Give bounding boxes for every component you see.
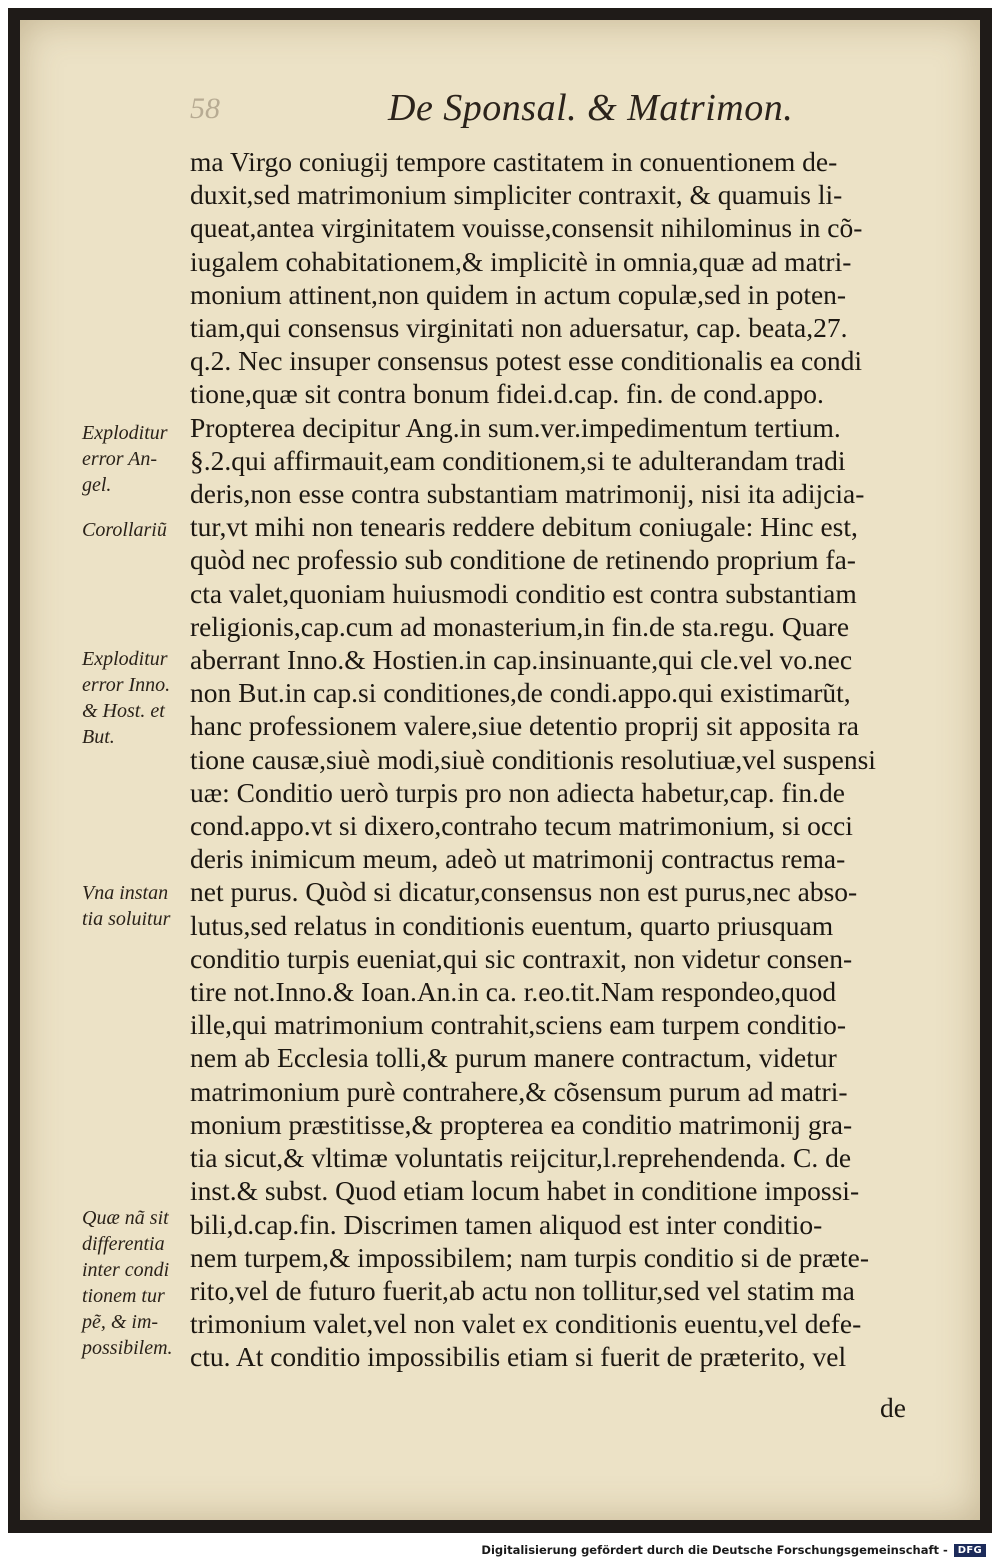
text-line: tia sicut,& vltimæ voluntatis reijcitur,l.reprehendenda. C. de [190,1142,852,1174]
text-line: cond.appo.vt si dixero,contraho tecum matrimonium, si occi [190,810,853,842]
text-line: cta valet,quoniam huiusmodi conditio est contra substantiam [190,577,857,609]
text-line: deris inimicum meum, adeò ut matrimonij contractus rema- [190,843,846,875]
text-line: quòd nec professio sub conditione de retinendo proprium fa- [190,544,856,576]
text-line: hanc professionem valere,siue detentio proprij sit apposita ra [190,710,859,742]
marginal-note-1 [82,420,202,498]
book-page [20,20,980,1520]
text-line: uæ: Conditio uerò turpis pro non adiecta habetur,cap. fin.de [190,776,845,808]
marginal-note-2 [82,517,202,543]
footer-credit: Digitalisierung gefördert durch die Deutsche Forschungsgemeinschaft - [481,1543,948,1557]
text-line: monium attinent,non quidem in actum copulæ,sed in poten- [190,278,847,310]
text-line: tione causæ,siuè modi,siuè conditionis resolutiuæ,vel suspensi [190,743,876,775]
marginal-note-line: Quæ nã sit [82,1207,169,1229]
marginal-note-line: Corollariũ [82,519,167,541]
marginal-note-line: error An- [82,448,157,470]
text-line: aberrant Inno.& Hostien.in cap.insinuante,qui cle.vel vo.nec [190,644,853,676]
marginal-note-3 [82,646,202,750]
scan-frame [8,8,992,1533]
text-line: net purus. Quòd si dicatur,consensus non est purus,nec abso- [190,876,858,908]
marginal-note-line: & Host. et [82,700,165,722]
dfg-logo-icon: DFG [954,1544,986,1557]
text-line: ctu. At conditio impossibilis etiam si fuerit de præterito, vel [190,1341,847,1373]
marginal-note-line: gel. [82,474,112,496]
text-line: deris,non esse contra substantiam matrimonij, nisi ita adijcia- [190,478,865,510]
marginal-note-line: pẽ, & im- [82,1311,159,1333]
text-line: inst.& subst. Quod etiam locum habet in conditione impossi- [190,1175,860,1207]
text-line: queat,antea virginitatem vouisse,consensit nihilominus in cõ- [190,212,863,244]
marginal-note-line: tionem tur [82,1285,165,1307]
text-line: trimonium valet,vel non valet ex conditionis euentu,vel defe- [190,1308,862,1340]
marginal-note-line: Exploditur [82,648,168,670]
marginal-note-line: differentia [82,1233,165,1255]
page-number: 58 [190,92,220,125]
text-line: q.2. Nec insuper consensus potest esse conditionalis ea condi [190,345,863,377]
catchword: de [880,1392,906,1423]
marginal-note-line: But. [82,726,115,748]
running-head: De Sponsal. & Matrimon. [388,87,794,129]
text-line: monium præstitisse,& propterea ea conditio matrimonij gra- [190,1108,853,1140]
text-line: iugalem cohabitationem,& implicitè in omnia,quæ ad matri- [190,245,852,277]
text-line: ma Virgo coniugij tempore castitatem in conuentionem de- [190,146,838,177]
text-line: tiam,qui consensus virginitati non aduersatur, cap. beata,27. [190,312,848,344]
text-line: ille,qui matrimonium contrahit,sciens eam turpem conditio- [190,1009,847,1041]
text-line: tur,vt mihi non tenearis reddere debitum coniugale: Hinc est, [190,511,858,543]
text-line: matrimonium purè contrahere,& cõsensum purum ad matri- [190,1075,848,1107]
marginal-note-4 [82,880,202,932]
text-line: conditio turpis eueniat,qui sic contraxit, non videtur consen- [190,942,853,974]
marginal-note-line: error Inno. [82,674,171,696]
text-line: lutus,sed relatus in conditionis euentum, quarto priusquam [190,909,834,941]
digitization-footer [481,1543,986,1557]
marginal-note-5 [82,1205,202,1361]
text-line: §.2.qui affirmauit,eam conditionem,si te adulterandam tradi [190,444,846,476]
text-line: non But.in cap.si conditiones,de condi.appo.qui existimarũt, [190,677,851,709]
text-line: religionis,cap.cum ad monasterium,in fin.de sta.regu. Quare [190,610,850,642]
text-line: tire not.Inno.& Ioan.An.in ca. r.eo.tit.Nam respondeo,quod [190,976,837,1008]
text-line: duxit,sed matrimonium simpliciter contraxit, & quamuis li- [190,179,843,211]
text-line: rito,vel de futuro fuerit,ab actu non tollitur,sed vel statim ma [190,1274,855,1306]
marginal-note-line: possibilem. [82,1337,173,1359]
text-line: nem turpem,& impossibilem; nam turpis conditio si de præte- [190,1241,870,1273]
marginal-note-line: Vna instan [82,882,169,904]
text-line: nem ab Ecclesia tolli,& purum manere contractum, videtur [190,1042,837,1074]
marginal-note-line: Exploditur [82,422,168,444]
main-text [190,145,960,1374]
text-line: bili,d.cap.fin. Discrimen tamen aliquod est inter conditio- [190,1208,823,1240]
text-line: tione,quæ sit contra bonum fidei.d.cap. fin. de cond.appo. [190,378,824,410]
marginal-note-line: tia soluitur [82,908,171,930]
text-line: Propterea decipitur Ang.in sum.ver.impedimentum tertium. [190,411,841,443]
marginal-note-line: inter condi [82,1259,170,1281]
